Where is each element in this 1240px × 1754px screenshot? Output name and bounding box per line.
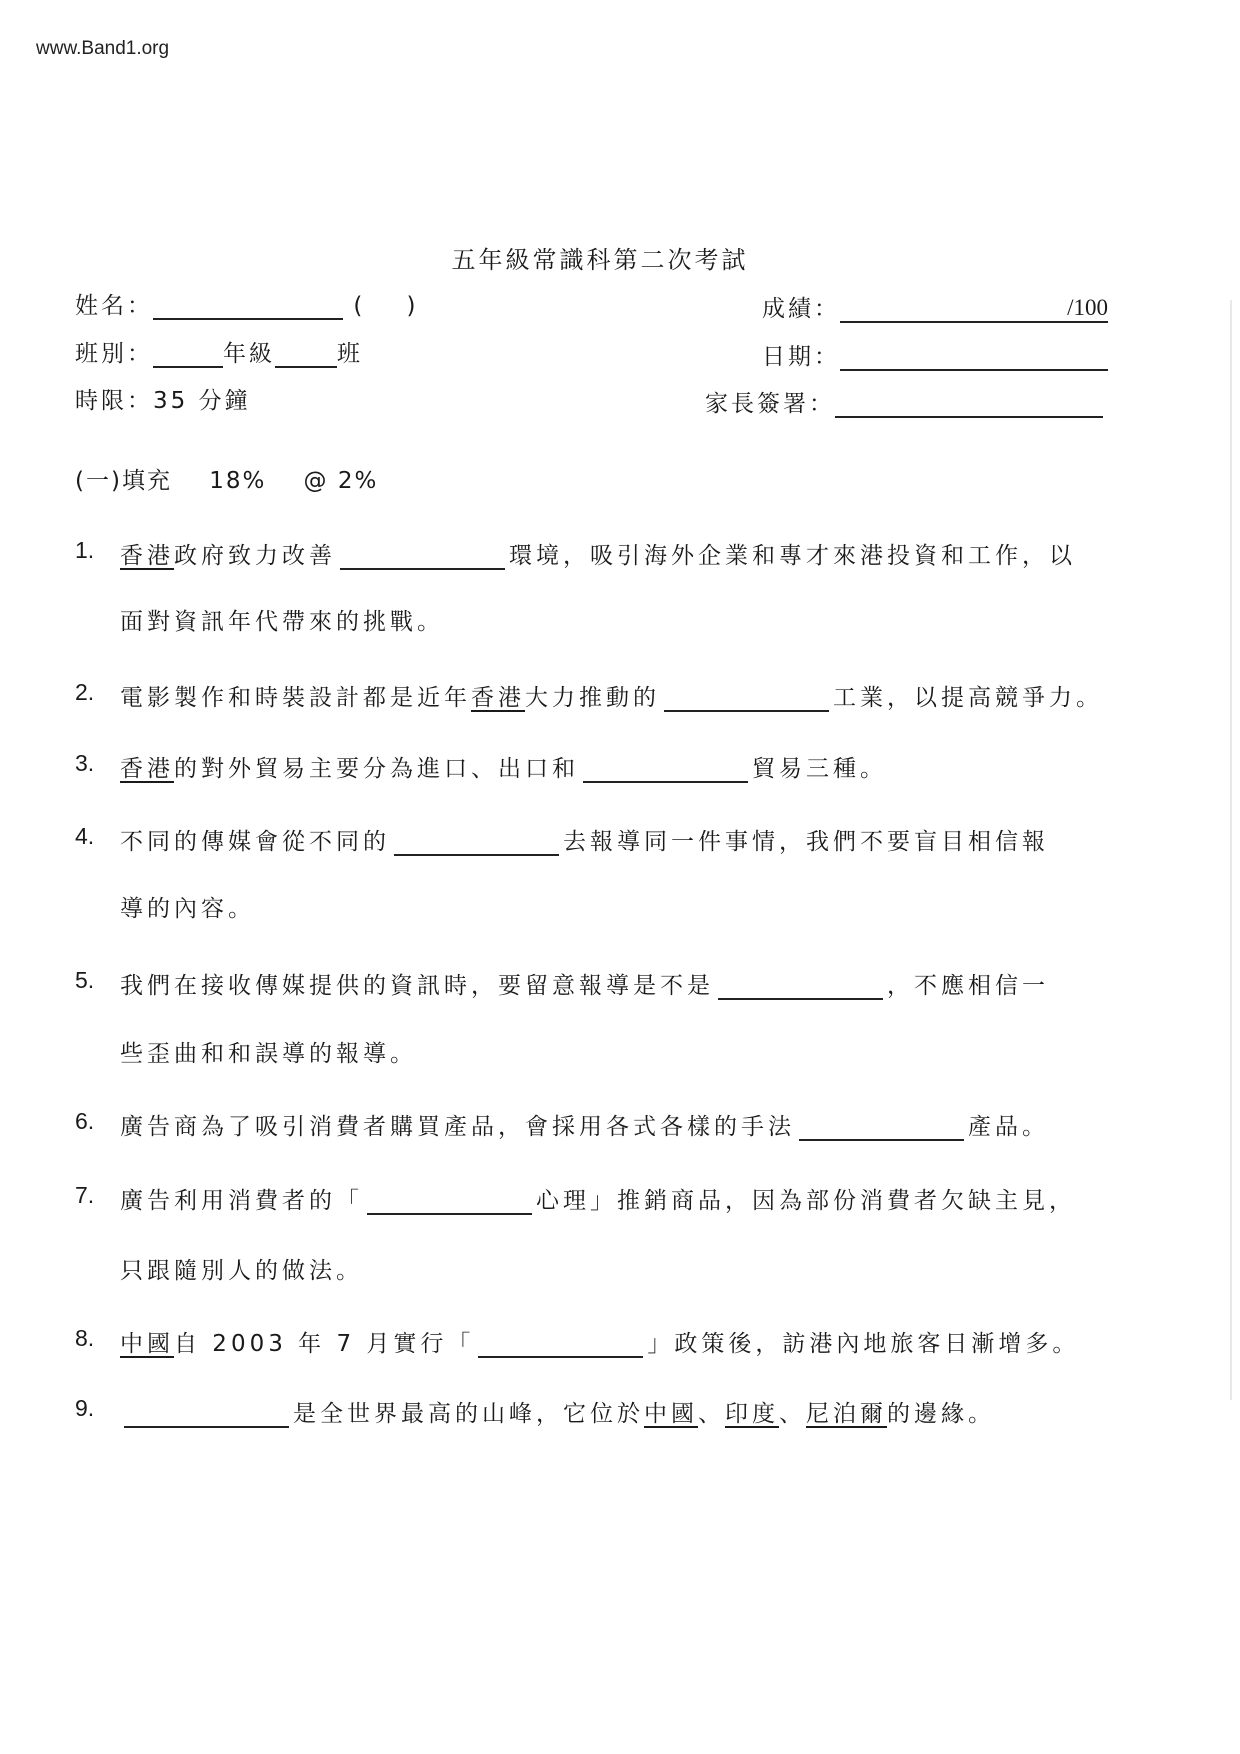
- proper-noun-underlined: 中國: [120, 1331, 174, 1357]
- class-label: 班別：: [75, 341, 153, 367]
- question-text-segment: 工業，以提高競爭力。: [833, 685, 1103, 711]
- parent-signature-field[interactable]: [835, 392, 1103, 418]
- class-word: 班: [337, 341, 363, 367]
- question-text: [120, 1252, 363, 1285]
- question-text-segment: 面對資訊年代帶來的挑戰。: [120, 609, 444, 635]
- question-row: [75, 823, 1115, 853]
- question-text-segment: 只跟隨別人的做法。: [120, 1258, 363, 1284]
- date-field[interactable]: [840, 345, 1108, 371]
- question-text-segment: 大力推動的: [525, 685, 660, 711]
- question-text-segment: 去報導同一件事情，我們不要盲目相信報: [563, 829, 1049, 855]
- question-text: [120, 537, 1076, 570]
- parent-signature-row: [705, 385, 1103, 418]
- answer-blank[interactable]: [664, 688, 829, 712]
- grade-field[interactable]: [153, 342, 223, 368]
- question-row: [75, 890, 1115, 920]
- question-number: 5.: [75, 967, 95, 993]
- proper-noun-underlined: 中國: [644, 1401, 698, 1427]
- question-text-segment: ，不應相信一: [887, 973, 1049, 999]
- question-row: [75, 750, 1115, 780]
- question-text-segment: 的邊緣。: [887, 1401, 995, 1427]
- answer-blank[interactable]: [583, 759, 748, 783]
- question-number: 6.: [75, 1108, 95, 1134]
- answer-blank[interactable]: [394, 832, 559, 856]
- question-text-segment: 些歪曲和和誤導的報導。: [120, 1041, 417, 1067]
- class-row: [75, 335, 363, 368]
- score-field[interactable]: [840, 297, 1108, 323]
- question-2-line-1: [75, 679, 1115, 709]
- question-text: [120, 967, 1049, 1000]
- answer-blank[interactable]: [367, 1191, 532, 1215]
- question-text-segment: 政府致力改善: [174, 543, 336, 569]
- question-text: [120, 1108, 1049, 1141]
- answer-blank[interactable]: [124, 1404, 289, 1428]
- question-row: [75, 679, 1115, 709]
- proper-noun-underlined: 印度: [725, 1401, 779, 1427]
- question-text: [120, 750, 887, 783]
- question-text-segment: 廣告利用消費者的「: [120, 1188, 363, 1214]
- question-text: [120, 679, 1103, 712]
- question-text-segment: 」政策後，訪港內地旅客日漸增多。: [647, 1331, 1080, 1357]
- question-row: [75, 1395, 1115, 1425]
- question-5-line-1: [75, 967, 1115, 997]
- question-text-segment: 、: [779, 1401, 806, 1427]
- question-row: [75, 967, 1115, 997]
- watermark: www.Band1.org: [36, 38, 170, 59]
- proper-noun-underlined: 香港: [471, 685, 525, 711]
- question-number: 7.: [75, 1182, 95, 1208]
- question-text-segment: 不同的傳媒會從不同的: [120, 829, 390, 855]
- question-1-line-1: [75, 537, 1115, 567]
- question-text-segment: 是全世界最高的山峰，它位於: [293, 1401, 644, 1427]
- question-9-line-1: [75, 1395, 1115, 1425]
- question-text-segment: 產品。: [968, 1114, 1049, 1140]
- question-text: [120, 1035, 417, 1068]
- question-row: [75, 1325, 1115, 1355]
- question-number: 8.: [75, 1325, 95, 1351]
- question-number: 3.: [75, 750, 95, 776]
- question-text: [120, 603, 444, 636]
- date-row: [762, 338, 1108, 371]
- question-text-segment: 心理」推銷商品，因為部份消費者欠缺主見，: [536, 1188, 1076, 1214]
- proper-noun-underlined: 香港: [120, 756, 174, 782]
- question-text-segment: 、: [698, 1401, 725, 1427]
- question-7-line-2: [75, 1252, 1115, 1282]
- name-label: 姓名：: [75, 293, 153, 319]
- question-text: [120, 1395, 995, 1428]
- proper-noun-underlined: 尼泊爾: [806, 1401, 887, 1427]
- question-text-segment: 電影製作和時裝設計都是近年: [120, 685, 471, 711]
- class-field[interactable]: [275, 342, 337, 368]
- score-total: /100: [1067, 295, 1108, 320]
- question-number: 2.: [75, 679, 95, 705]
- question-text: [120, 823, 1049, 856]
- question-row: [75, 537, 1115, 567]
- question-4-line-1: [75, 823, 1115, 853]
- page-title: 五年級常識科第二次考試: [451, 246, 749, 274]
- name-row: [75, 287, 419, 320]
- answer-blank[interactable]: [340, 546, 505, 570]
- question-5-line-2: [75, 1035, 1115, 1065]
- question-6-line-1: [75, 1108, 1115, 1138]
- question-7-line-1: [75, 1182, 1115, 1212]
- score-row: [762, 290, 1108, 323]
- answer-blank[interactable]: [478, 1334, 643, 1358]
- class-number-paren: ( ): [353, 293, 419, 319]
- question-row: [75, 1035, 1115, 1065]
- name-field[interactable]: [153, 294, 343, 320]
- question-text: [120, 1182, 1076, 1215]
- question-number: 9.: [75, 1395, 95, 1421]
- question-1-line-2: [75, 603, 1115, 633]
- time-limit: 時限：35 分鐘: [75, 388, 251, 414]
- section-heading: (一)填充 18% @ 2%: [75, 468, 379, 494]
- question-text-segment: 貿易三種。: [752, 756, 887, 782]
- question-text-segment: 自 2003 年 7 月實行「: [174, 1331, 475, 1357]
- answer-blank[interactable]: [799, 1117, 964, 1141]
- question-number: 4.: [75, 823, 95, 849]
- question-text-segment: 的對外貿易主要分為進口、出口和: [174, 756, 579, 782]
- question-text-segment: 環境，吸引海外企業和專才來港投資和工作，以: [509, 543, 1076, 569]
- question-4-line-2: [75, 890, 1115, 920]
- proper-noun-underlined: 香港: [120, 543, 174, 569]
- date-label: 日期：: [762, 344, 840, 370]
- question-row: [75, 1182, 1115, 1212]
- answer-blank[interactable]: [718, 976, 883, 1000]
- score-label: 成績：: [762, 296, 840, 322]
- parent-signature-label: 家長簽署：: [705, 391, 835, 417]
- question-text-segment: 廣告商為了吸引消費者購買產品，會採用各式各樣的手法: [120, 1114, 795, 1140]
- question-text-segment: 我們在接收傳媒提供的資訊時，要留意報導是不是: [120, 973, 714, 999]
- question-3-line-1: [75, 750, 1115, 780]
- question-row: [75, 603, 1115, 633]
- question-8-line-1: [75, 1325, 1115, 1355]
- question-row: [75, 1108, 1115, 1138]
- question-row: [75, 1252, 1115, 1282]
- question-number: 1.: [75, 537, 95, 563]
- question-text: [120, 1325, 1079, 1358]
- question-text-segment: 導的內容。: [120, 896, 255, 922]
- question-text: [120, 890, 255, 923]
- scan-edge: [1230, 300, 1232, 1400]
- grade-word: 年級: [223, 341, 275, 367]
